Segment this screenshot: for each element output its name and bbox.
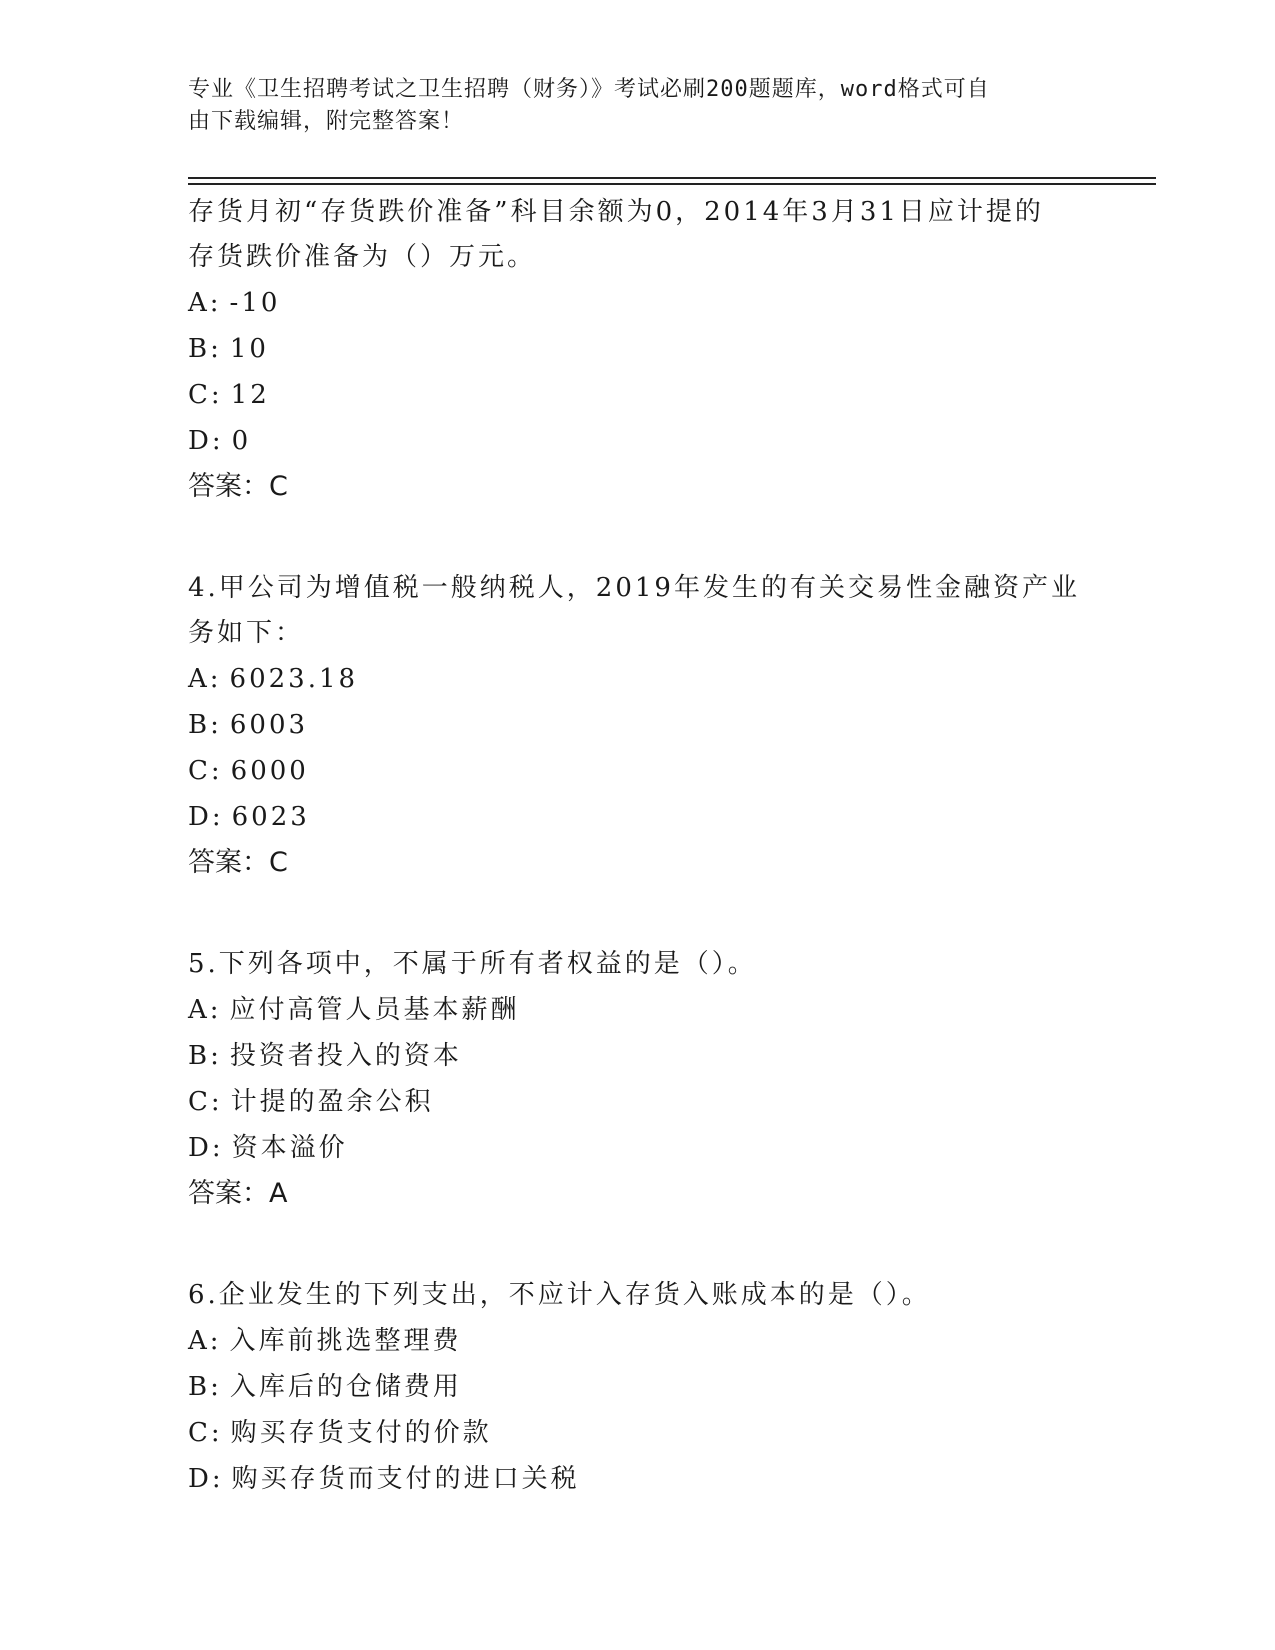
option-d: [188, 1456, 1088, 1502]
question-text-line: 5.下列各项中，不属于所有者权益的是（）。: [188, 949, 757, 979]
option-text: 入库前挑选整理费: [229, 1326, 462, 1356]
option-d: [188, 794, 1088, 840]
option-letter: B:: [188, 710, 222, 740]
option-text: 应付高管人员基本薪酬: [229, 995, 520, 1025]
option-text: 6023.18: [229, 664, 359, 694]
header-divider-bottom: [188, 183, 1156, 185]
option-text: 购买存货支付的价款: [230, 1418, 492, 1448]
option-c: [188, 372, 1088, 418]
question-block: [188, 942, 1088, 1217]
option-d: [188, 1125, 1088, 1171]
option-c: [188, 1079, 1088, 1125]
option-b: [188, 1033, 1088, 1079]
option-letter: A:: [188, 1326, 222, 1356]
option-a: [188, 987, 1088, 1033]
document-header: [188, 74, 1068, 138]
option-text: -10: [229, 288, 281, 318]
option-letter: D:: [188, 802, 224, 832]
question-block: [188, 190, 1088, 510]
option-letter: B:: [188, 334, 222, 364]
option-text: 计提的盈余公积: [230, 1087, 434, 1117]
option-letter: C:: [188, 380, 223, 410]
option-c: [188, 748, 1088, 794]
option-letter: B:: [188, 1041, 222, 1071]
option-text: 6023: [231, 802, 310, 832]
option-letter: A:: [188, 664, 222, 694]
option-text: 6003: [229, 710, 309, 740]
question-text-line: 4.甲公司为增值税一般纳税人，2019年发生的有关交易性金融资产业: [188, 573, 1080, 603]
option-a: [188, 280, 1088, 326]
question-text-line: 务如下：: [188, 618, 305, 648]
option-letter: A:: [188, 995, 222, 1025]
block-spacer: [188, 1217, 1088, 1273]
option-letter: D:: [188, 1133, 224, 1163]
option-letter: C:: [188, 1087, 223, 1117]
option-text: 10: [229, 334, 269, 364]
header-line-2: 由下载编辑，附完整答案！: [188, 109, 465, 134]
option-text: 购买存货而支付的进口关税: [231, 1464, 580, 1494]
question-list: [188, 190, 1088, 1502]
option-letter: C:: [188, 1418, 223, 1448]
option-letter: D:: [188, 1464, 224, 1494]
question-block: [188, 1273, 1088, 1502]
option-letter: B:: [188, 1372, 222, 1402]
answer-line: 答案：C: [188, 471, 288, 502]
question-block: [188, 566, 1088, 886]
question-text-line: 存货跌价准备为（）万元。: [188, 242, 537, 272]
option-text: 0: [231, 426, 252, 456]
option-b: [188, 702, 1088, 748]
question-text-line: 存货月初“存货跌价准备”科目余额为0，2014年3月31日应计提的: [188, 197, 1044, 227]
option-a: [188, 1318, 1088, 1364]
option-b: [188, 1364, 1088, 1410]
block-spacer: [188, 886, 1088, 942]
question-text-line: 6.企业发生的下列支出，不应计入存货入账成本的是（）。: [188, 1280, 931, 1310]
option-letter: D:: [188, 426, 224, 456]
option-d: [188, 418, 1088, 464]
option-text: 投资者投入的资本: [229, 1041, 462, 1071]
option-b: [188, 326, 1088, 372]
option-text: 资本溢价: [231, 1133, 348, 1163]
option-c: [188, 1410, 1088, 1456]
header-line-1: 专业《卫生招聘考试之卫生招聘（财务）》考试必刷200题题库，word格式可自: [188, 77, 990, 102]
header-divider-top: [188, 177, 1156, 179]
option-text: 12: [230, 380, 270, 410]
option-letter: C:: [188, 756, 223, 786]
block-spacer: [188, 510, 1088, 566]
option-text: 入库后的仓储费用: [229, 1372, 462, 1402]
option-text: 6000: [230, 756, 309, 786]
option-letter: A:: [188, 288, 222, 318]
answer-line: 答案：C: [188, 847, 288, 878]
option-a: [188, 656, 1088, 702]
answer-line: 答案：A: [188, 1178, 288, 1209]
